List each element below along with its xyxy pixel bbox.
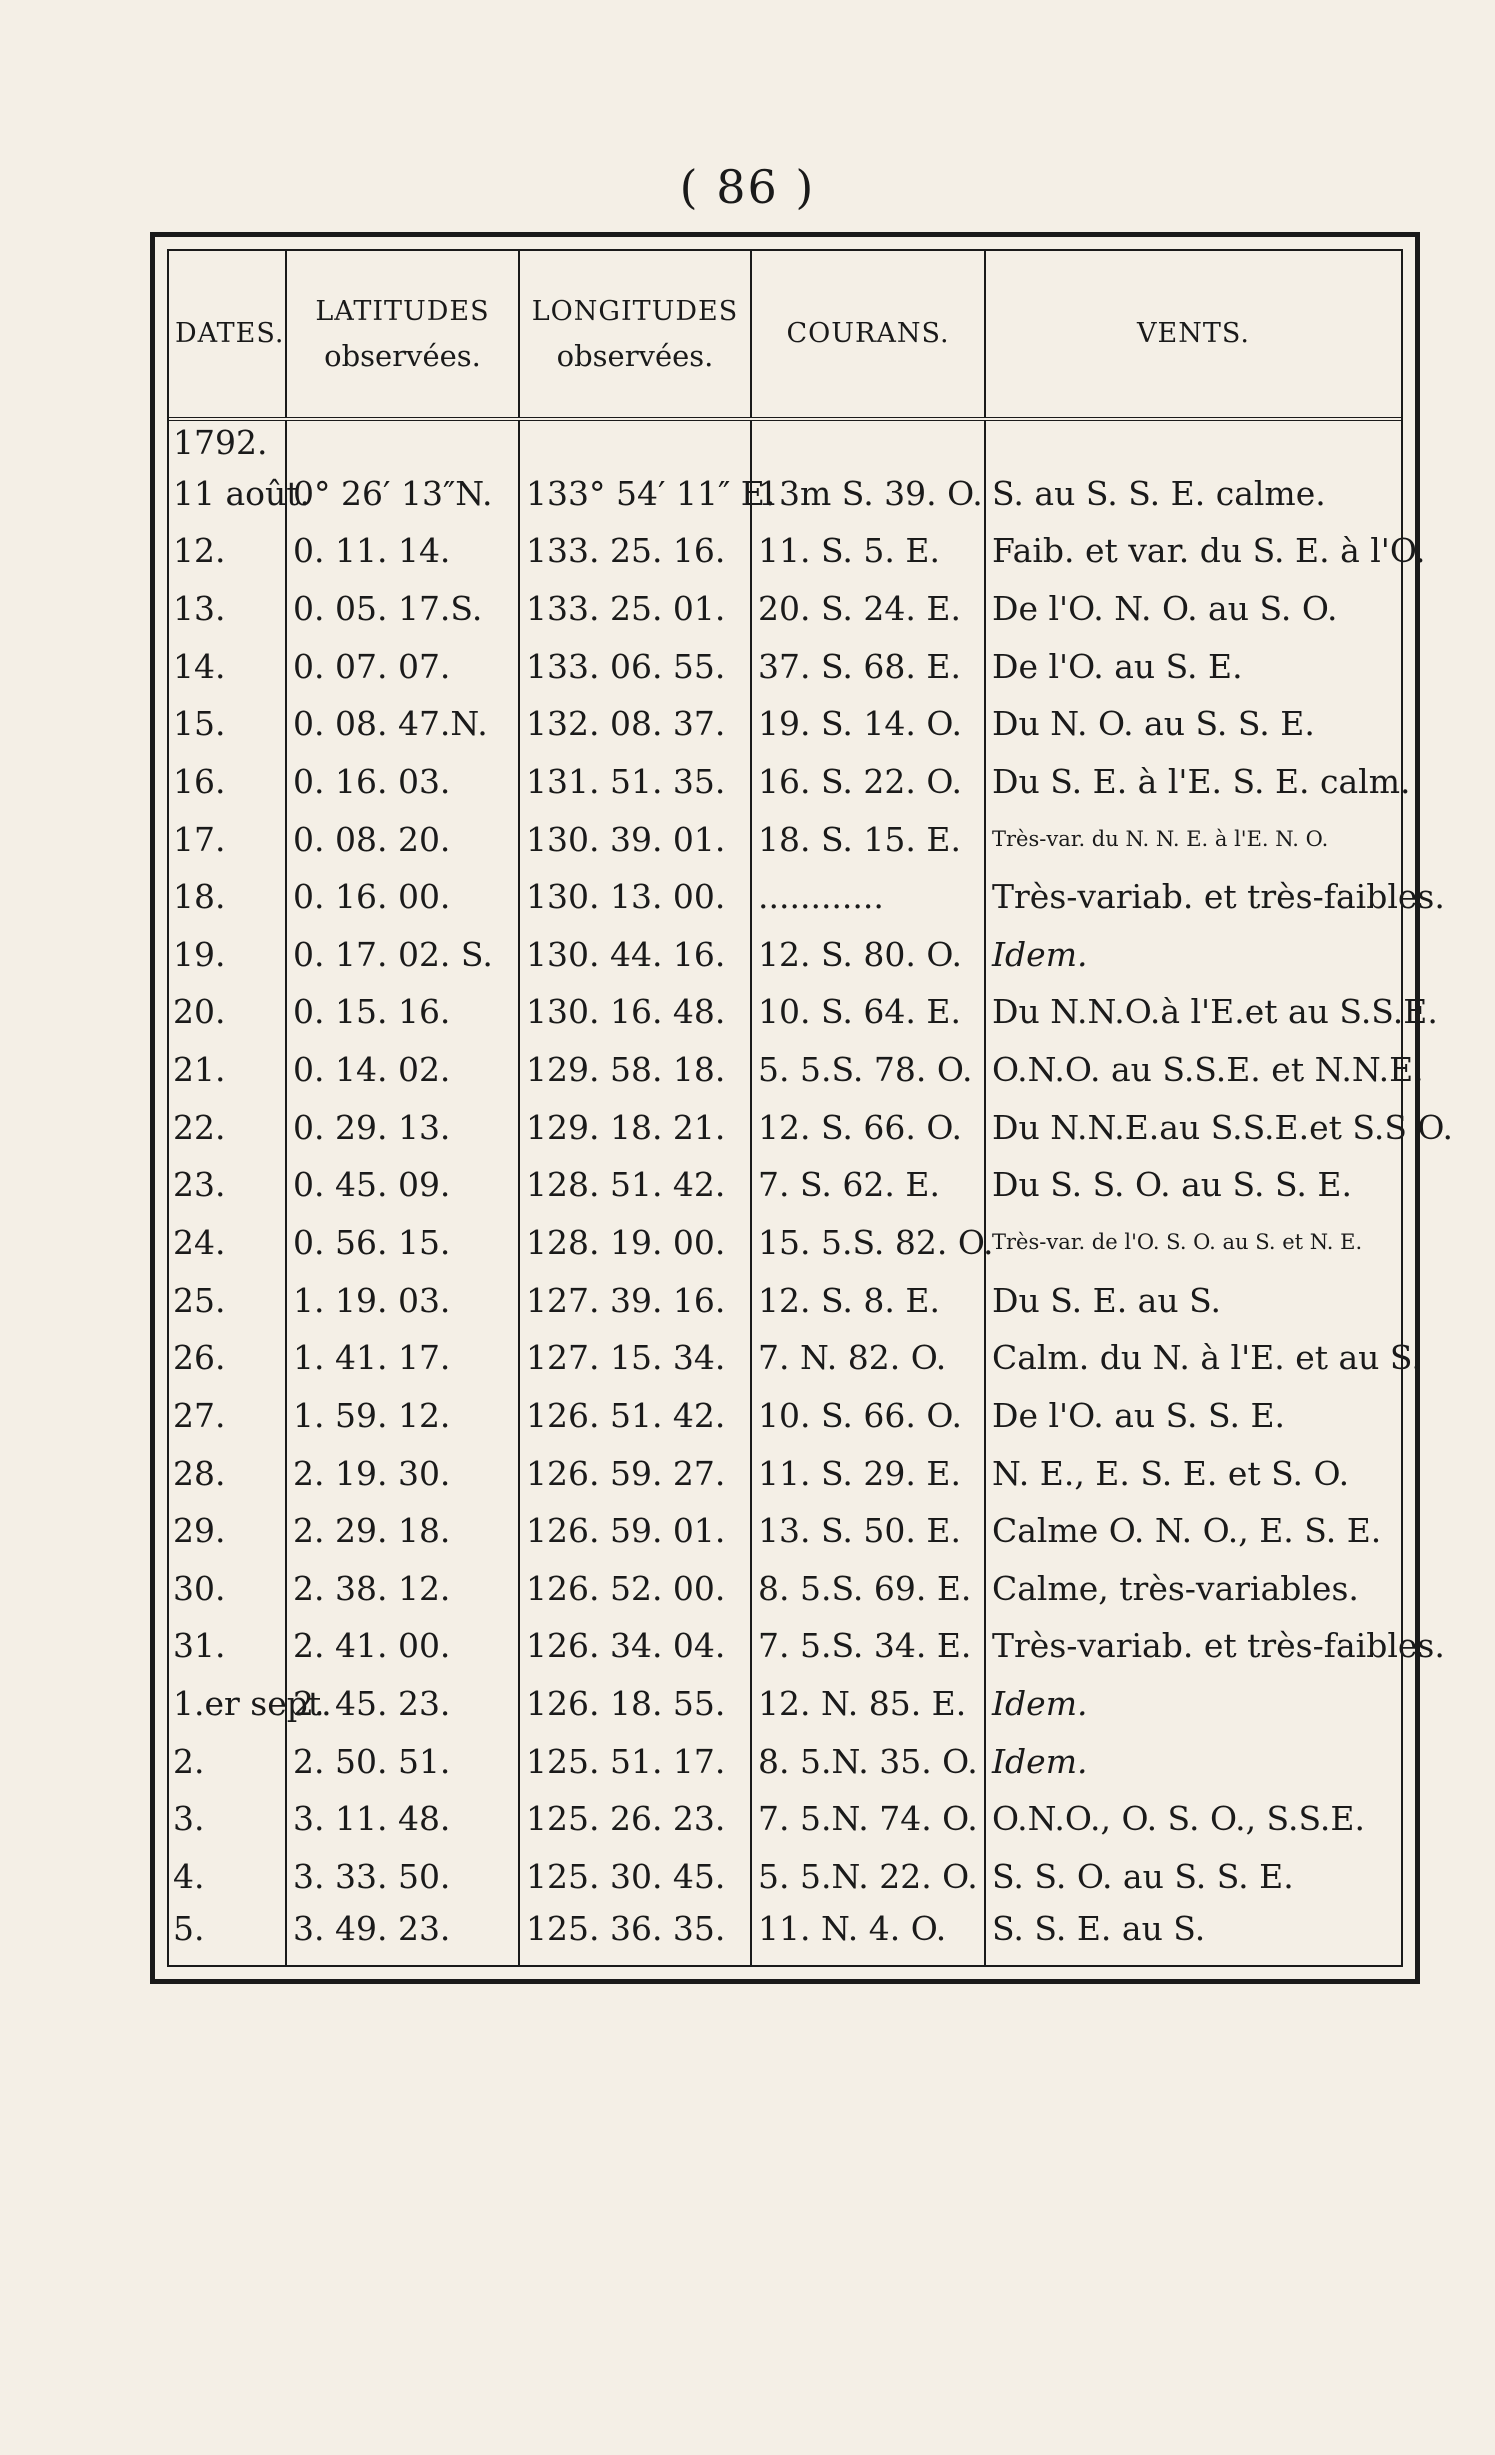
table-row xyxy=(169,1846,1401,1904)
courant-cell: 16. S. 22. O. xyxy=(751,751,985,809)
latitude-cell: 0. 17. 02. S. xyxy=(286,924,519,982)
courant-cell: 7. 5.N. 74. O. xyxy=(751,1789,985,1847)
latitude-cell: 1. 59. 12. xyxy=(286,1385,519,1443)
longitude-cell: 126. 52. 00. xyxy=(519,1558,751,1616)
header-row xyxy=(169,251,1401,419)
header-dates: DATES. xyxy=(169,251,286,419)
vent-cell: Faib. et var. du S. E. à l'O. xyxy=(985,521,1401,579)
date-cell: 31. xyxy=(173,1626,226,1666)
longitude-cell: 125. 36. 35. xyxy=(519,1904,751,1965)
table-row xyxy=(169,694,1401,752)
longitude-cell: 126. 59. 27. xyxy=(519,1443,751,1501)
courant-cell: 7. N. 82. O. xyxy=(751,1328,985,1386)
longitude-cell: 125. 26. 23. xyxy=(519,1789,751,1847)
table-row xyxy=(169,982,1401,1040)
date-cell: 13. xyxy=(173,588,226,628)
longitude-cell: 126. 34. 04. xyxy=(519,1616,751,1674)
empty-cell xyxy=(751,419,985,463)
date-cell: 15. xyxy=(173,704,226,744)
vent-cell: De l'O. N. O. au S. O. xyxy=(985,578,1401,636)
date-cell: 24. xyxy=(173,1222,226,1262)
log-body xyxy=(169,419,1454,1965)
date-cell: 25. xyxy=(173,1280,226,1320)
vent-cell: N. E., E. S. E. et S. O. xyxy=(985,1443,1401,1501)
longitude-cell: 128. 19. 00. xyxy=(519,1212,751,1270)
table-row xyxy=(169,636,1401,694)
table-row xyxy=(169,521,1401,579)
longitude-cell: 132. 08. 37. xyxy=(519,694,751,752)
courant-cell: 12. S. 80. O. xyxy=(751,924,985,982)
date-cell: 19. xyxy=(173,934,226,974)
longitude-cell: 127. 15. 34. xyxy=(519,1328,751,1386)
longitude-cell: 126. 51. 42. xyxy=(519,1385,751,1443)
vent-cell: O.N.O. au S.S.E. et N.N.E. xyxy=(985,1039,1401,1097)
date-cell: 5. xyxy=(173,1909,205,1949)
table-row xyxy=(169,1443,1401,1501)
header-vents: VENTS. xyxy=(985,251,1401,419)
longitude-cell: 129. 18. 21. xyxy=(519,1097,751,1155)
longitude-cell: 133° 54′ 11″ E. xyxy=(519,463,751,521)
table-row xyxy=(169,578,1401,636)
latitude-cell: 0. 08. 47.N. xyxy=(286,694,519,752)
courant-cell: 7. S. 62. E. xyxy=(751,1155,985,1213)
date-cell: 1.er sept. xyxy=(173,1684,332,1724)
longitude-cell: 130. 44. 16. xyxy=(519,924,751,982)
vent-cell: Très-var. du N. N. E. à l'E. N. O. xyxy=(985,809,1401,867)
latitude-cell: 0. 56. 15. xyxy=(286,1212,519,1270)
longitude-cell: 133. 25. 01. xyxy=(519,578,751,636)
empty-cell xyxy=(985,419,1401,463)
table-row xyxy=(169,1501,1401,1559)
vent-cell: S. S. E. au S. xyxy=(985,1904,1401,1965)
vent-cell: Très-variab. et très-faibles. xyxy=(985,867,1401,925)
navigation-log-table xyxy=(169,251,1454,1965)
table-row xyxy=(169,1270,1401,1328)
latitude-cell: 0. 14. 02. xyxy=(286,1039,519,1097)
latitude-cell: 2. 38. 12. xyxy=(286,1558,519,1616)
latitude-cell: 3. 11. 48. xyxy=(286,1789,519,1847)
latitude-cell: 2. 50. 51. xyxy=(286,1731,519,1789)
courant-cell: 20. S. 24. E. xyxy=(751,578,985,636)
latitude-cell: 0° 26′ 13″N. xyxy=(286,463,519,521)
latitude-cell: 2. 45. 23. xyxy=(286,1673,519,1731)
vent-cell: Du S. S. O. au S. S. E. xyxy=(985,1155,1401,1213)
longitude-cell: 133. 25. 16. xyxy=(519,521,751,579)
courant-cell: 18. S. 15. E. xyxy=(751,809,985,867)
date-cell: 30. xyxy=(173,1568,226,1608)
vent-cell: Calme, très-variables. xyxy=(985,1558,1401,1616)
table-row xyxy=(169,867,1401,925)
latitude-cell: 0. 11. 14. xyxy=(286,521,519,579)
courant-cell: 37. S. 68. E. xyxy=(751,636,985,694)
vent-cell: Calm. du N. à l'E. et au S. xyxy=(985,1328,1401,1386)
courant-cell: 19. S. 14. O. xyxy=(751,694,985,752)
courant-cell: 11. S. 29. E. xyxy=(751,1443,985,1501)
header-courans: COURANS. xyxy=(751,251,985,419)
log-table-inner xyxy=(167,249,1454,1967)
courant-cell: 13. S. 50. E. xyxy=(751,1501,985,1559)
vent-cell: Du S. E. à l'E. S. E. calm. xyxy=(985,751,1401,809)
latitude-cell: 0. 08. 20. xyxy=(286,809,519,867)
header-latitudes-sub: observées. xyxy=(324,339,481,373)
table-row xyxy=(169,1616,1401,1674)
courant-cell: 5. 5.S. 78. O. xyxy=(751,1039,985,1097)
vent-cell: O.N.O., O. S. O., S.S.E. xyxy=(985,1789,1401,1847)
courant-cell: 8. 5.N. 35. O. xyxy=(751,1731,985,1789)
longitude-cell: 125. 51. 17. xyxy=(519,1731,751,1789)
vent-cell: Idem. xyxy=(985,924,1401,982)
date-cell: 23. xyxy=(173,1165,226,1205)
year-label: 1792. xyxy=(173,423,268,463)
header-longitudes: LONGITUDES observées. xyxy=(519,251,751,419)
courant-cell: 12. N. 85. E. xyxy=(751,1673,985,1731)
courant-cell: 7. 5.S. 34. E. xyxy=(751,1616,985,1674)
table-row xyxy=(169,1155,1401,1213)
vent-cell: De l'O. au S. S. E. xyxy=(985,1385,1401,1443)
latitude-cell: 0. 29. 13. xyxy=(286,1097,519,1155)
latitude-cell: 0. 15. 16. xyxy=(286,982,519,1040)
date-cell: 27. xyxy=(173,1395,226,1435)
courant-cell: 8. 5.S. 69. E. xyxy=(751,1558,985,1616)
longitude-cell: 131. 51. 35. xyxy=(519,751,751,809)
vent-cell: De l'O. au S. E. xyxy=(985,636,1401,694)
courant-cell: 12. S. 66. O. xyxy=(751,1097,985,1155)
header-latitudes: LATITUDES observées. xyxy=(286,251,519,419)
courant-cell: 10. S. 66. O. xyxy=(751,1385,985,1443)
table-row xyxy=(169,809,1401,867)
vent-cell: Calme O. N. O., E. S. E. xyxy=(985,1501,1401,1559)
date-cell: 12. xyxy=(173,531,226,571)
latitude-cell: 3. 33. 50. xyxy=(286,1846,519,1904)
longitude-cell: 133. 06. 55. xyxy=(519,636,751,694)
header-longitudes-sub: observées. xyxy=(556,339,714,373)
date-cell: 29. xyxy=(173,1511,226,1551)
table-row xyxy=(169,1385,1401,1443)
vent-cell: Très-variab. et très-faibles. xyxy=(985,1616,1401,1674)
date-cell: 22. xyxy=(173,1107,226,1147)
vent-cell: S. S. O. au S. S. E. xyxy=(985,1846,1401,1904)
vent-cell: Idem. xyxy=(985,1731,1401,1789)
empty-cell xyxy=(519,419,751,463)
vent-cell: Très-var. de l'O. S. O. au S. et N. E. xyxy=(985,1212,1401,1270)
vent-cell: Du N. O. au S. S. E. xyxy=(985,694,1401,752)
courant-cell: 15. 5.S. 82. O. xyxy=(751,1212,985,1270)
longitude-cell: 127. 39. 16. xyxy=(519,1270,751,1328)
page-number: ( 86 ) xyxy=(679,160,816,214)
table-row xyxy=(169,1328,1401,1386)
vent-cell: Du N.N.O.à l'E.et au S.S.E. xyxy=(985,982,1401,1040)
year-row xyxy=(169,419,1401,463)
latitude-cell: 2. 29. 18. xyxy=(286,1501,519,1559)
table-row xyxy=(169,751,1401,809)
longitude-cell: 128. 51. 42. xyxy=(519,1155,751,1213)
courant-cell: 5. 5.N. 22. O. xyxy=(751,1846,985,1904)
date-cell: 20. xyxy=(173,992,226,1032)
longitude-cell: 130. 39. 01. xyxy=(519,809,751,867)
latitude-cell: 2. 19. 30. xyxy=(286,1443,519,1501)
latitude-cell: 1. 41. 17. xyxy=(286,1328,519,1386)
empty-cell xyxy=(286,419,519,463)
date-cell: 21. xyxy=(173,1050,226,1090)
latitude-cell: 1. 19. 03. xyxy=(286,1270,519,1328)
vent-cell: S. au S. S. E. calme. xyxy=(985,463,1401,521)
date-cell: 26. xyxy=(173,1338,226,1378)
date-cell: 17. xyxy=(173,819,226,859)
table-row xyxy=(169,1097,1401,1155)
latitude-cell: 0. 16. 00. xyxy=(286,867,519,925)
courant-cell: 12. S. 8. E. xyxy=(751,1270,985,1328)
table-row xyxy=(169,1558,1401,1616)
courant-cell: 11. S. 5. E. xyxy=(751,521,985,579)
table-row xyxy=(169,924,1401,982)
date-cell: 2. xyxy=(173,1741,205,1781)
date-cell: 28. xyxy=(173,1453,226,1493)
courant-cell: 11. N. 4. O. xyxy=(751,1904,985,1965)
longitude-cell: 126. 59. 01. xyxy=(519,1501,751,1559)
vent-cell: Du N.N.E.au S.S.E.et S.S O. xyxy=(985,1097,1401,1155)
table-row xyxy=(169,1904,1401,1965)
table-row xyxy=(169,1731,1401,1789)
date-cell: 3. xyxy=(173,1799,205,1839)
vent-cell: Du S. E. au S. xyxy=(985,1270,1401,1328)
date-cell: 4. xyxy=(173,1857,205,1897)
date-cell: 11 août. xyxy=(173,473,311,513)
table-row xyxy=(169,1673,1401,1731)
latitude-cell: 3. 49. 23. xyxy=(286,1904,519,1965)
latitude-cell: 0. 45. 09. xyxy=(286,1155,519,1213)
vent-cell: Idem. xyxy=(985,1673,1401,1731)
longitude-cell: 130. 16. 48. xyxy=(519,982,751,1040)
log-table-frame xyxy=(150,232,1454,1984)
date-cell: 18. xyxy=(173,877,226,917)
longitude-cell: 126. 18. 55. xyxy=(519,1673,751,1731)
courant-cell: 13m S. 39. O. xyxy=(751,463,985,521)
courant-cell: ............ xyxy=(751,867,985,925)
longitude-cell: 125. 30. 45. xyxy=(519,1846,751,1904)
courant-cell: 10. S. 64. E. xyxy=(751,982,985,1040)
table-row xyxy=(169,1039,1401,1097)
latitude-cell: 2. 41. 00. xyxy=(286,1616,519,1674)
date-cell: 16. xyxy=(173,761,226,801)
longitude-cell: 129. 58. 18. xyxy=(519,1039,751,1097)
longitude-cell: 130. 13. 00. xyxy=(519,867,751,925)
table-row xyxy=(169,463,1401,521)
table-row xyxy=(169,1212,1401,1270)
latitude-cell: 0. 16. 03. xyxy=(286,751,519,809)
latitude-cell: 0. 07. 07. xyxy=(286,636,519,694)
date-cell: 14. xyxy=(173,646,226,686)
latitude-cell: 0. 05. 17.S. xyxy=(286,578,519,636)
table-row xyxy=(169,1789,1401,1847)
